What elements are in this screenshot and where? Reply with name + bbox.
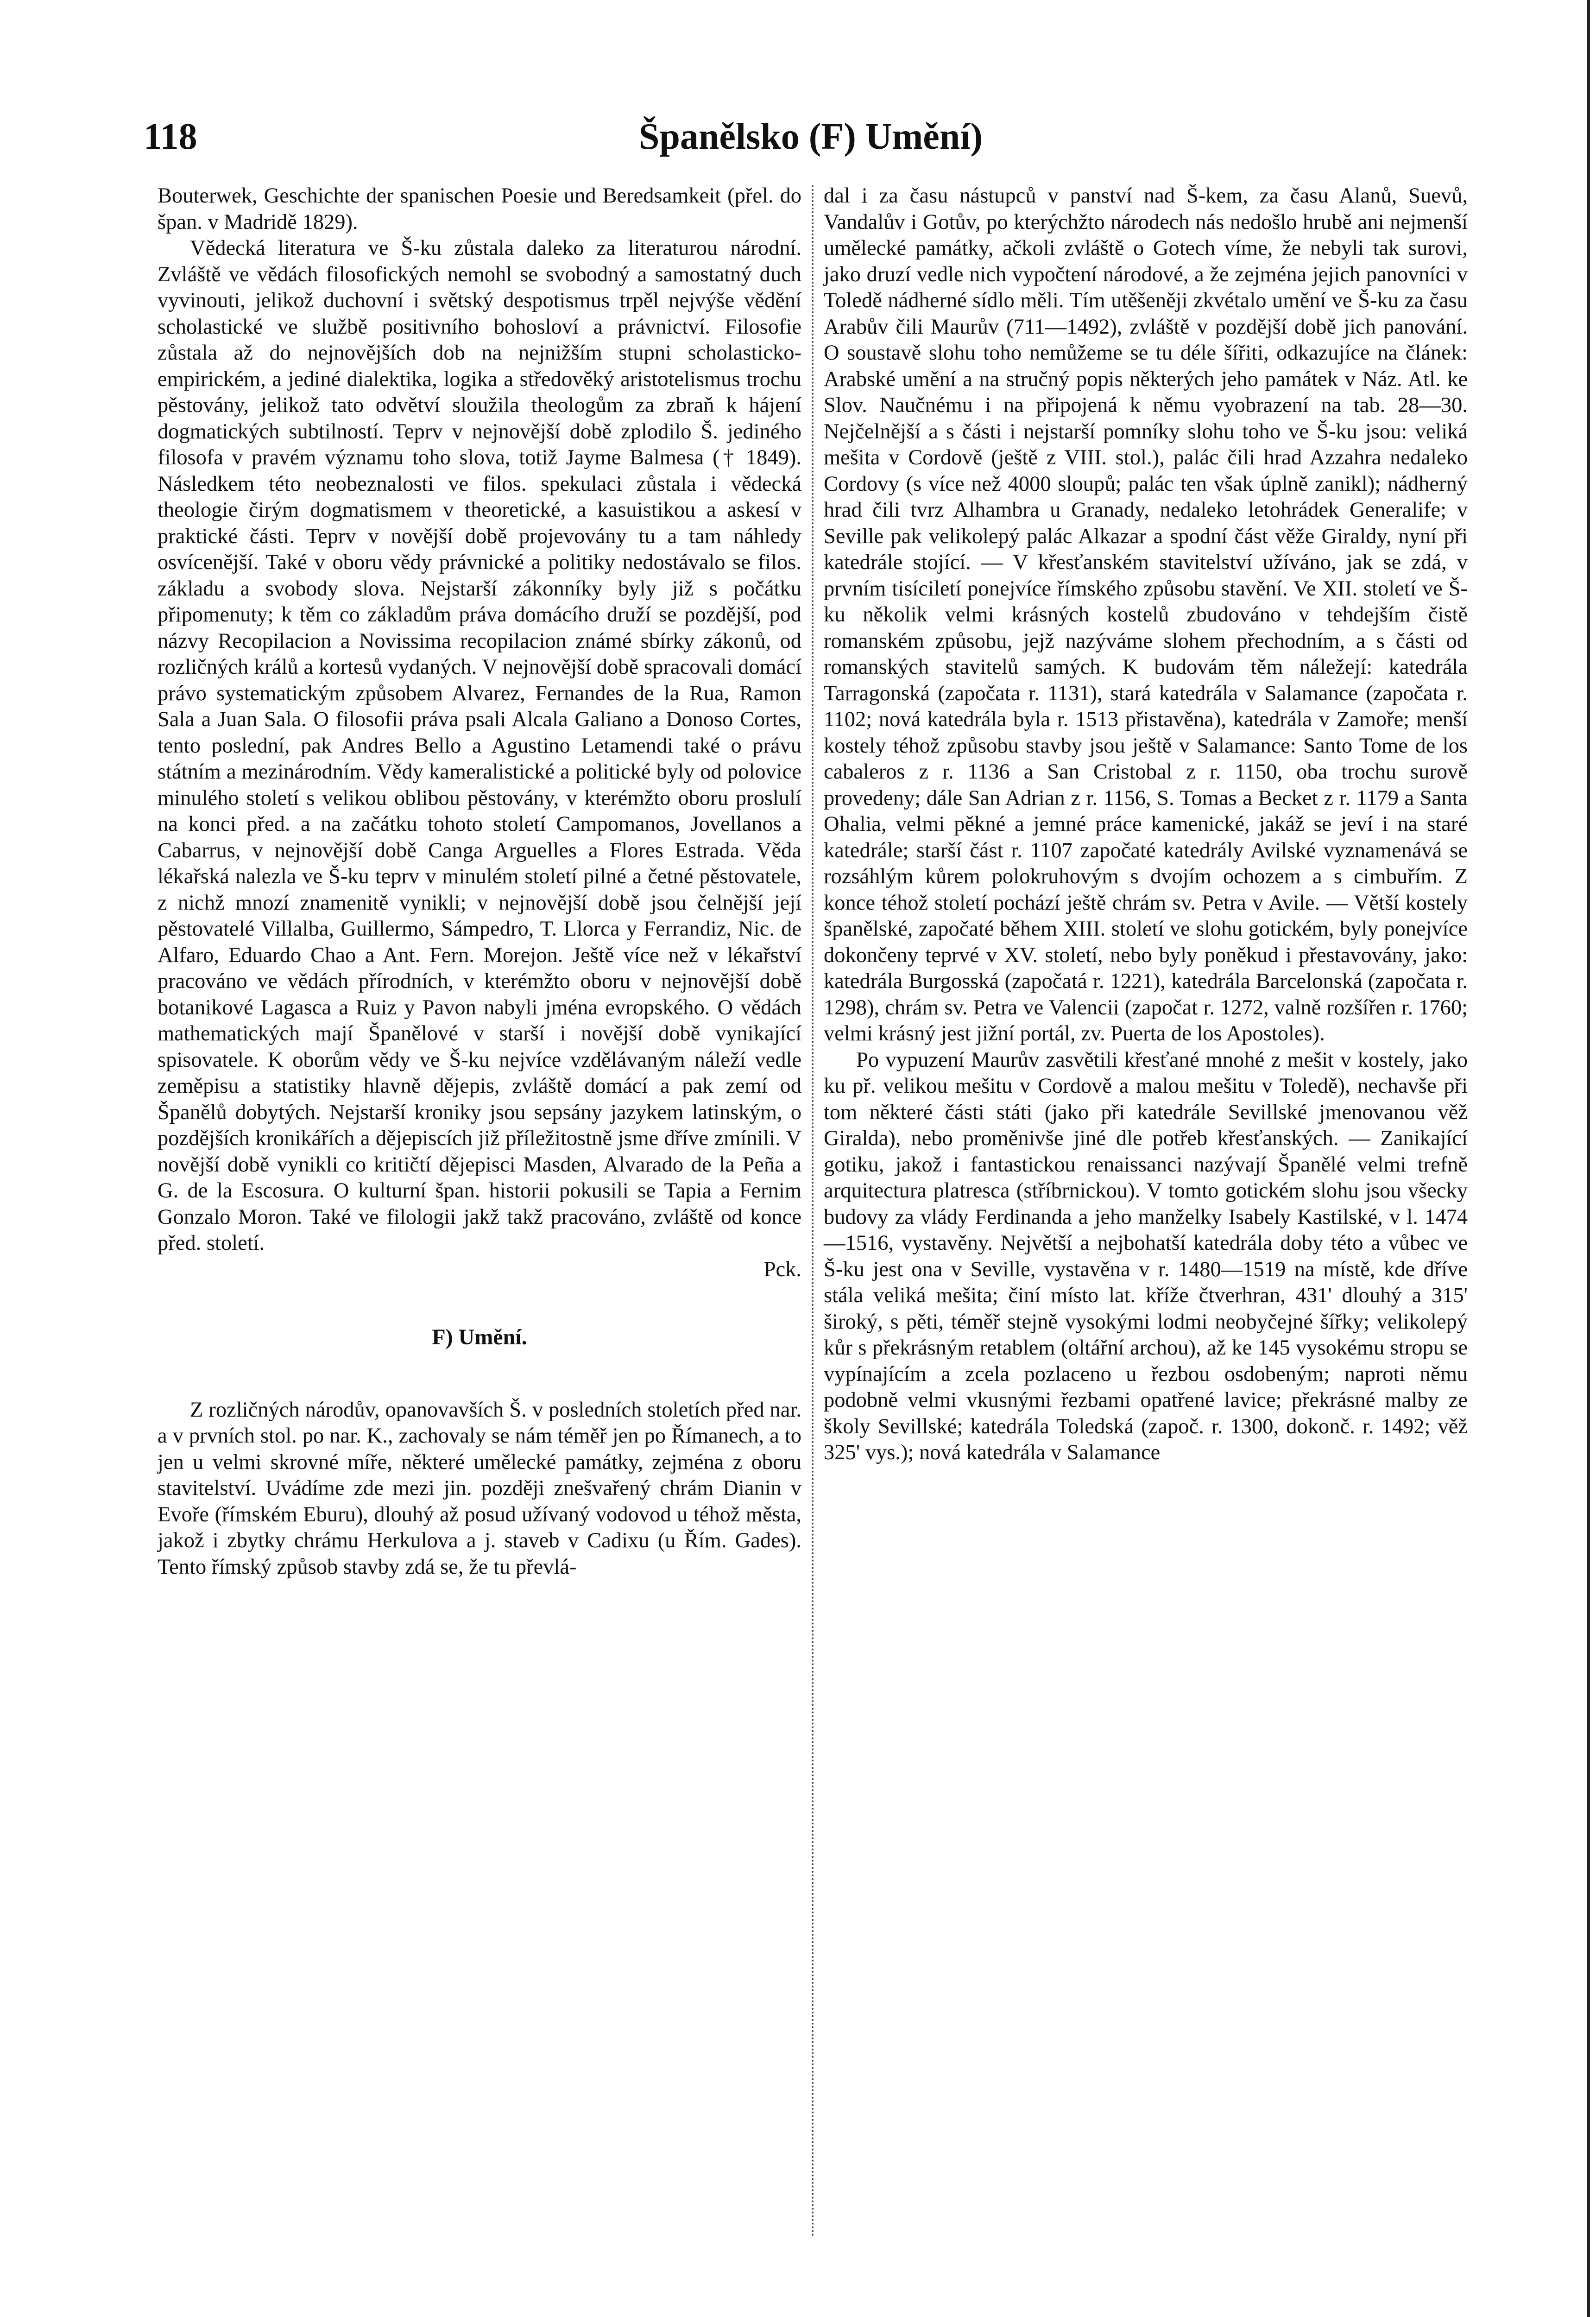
column-divider	[812, 185, 814, 2238]
right-column	[824, 183, 1468, 1466]
running-head: Španělsko (F) Umění)	[638, 116, 983, 157]
paragraph-scientific-literature: Vědecká literatura ve Š-ku zůstala daleko za literaturou národní. Zvláště ve vědách filosofických nemohl se svobodný a samostatný duch vyvinouti, jelikož duchovní i světský despotismus trpěl nejvýše vědění scholastické ve službě positivního bohosloví a právnictví. Filosofie zůstala až do nejnovějších dob na nejnižším stupni scholasticko-empirickém, a jediné dialektika, logika a středověký aristotelismus trochu pěstovány, jelikož tato odvětví sloužila theologům za zbraň k hájení dogmatických subtilností. Teprv v nejnovější době zplodilo Š. jediného filosofa v pravém významu toho slova, totiž Jayme Balmesa († 1849). Následkem této neobeznalosti ve filos. spekulaci zůstala i vědecká theologie čirým dogmatismem v theoretické, a kasuistikou a askesí v praktické části. Teprv v novější době projevovány tu a tam náhledy osvícenější. Také v oboru vědy právnické a politiky nedostávalo se filos. základu a svobody slova. Nejstarší zákonníky byly již s počátku připomenuty; k těm co základům práva domácího druží se pozdější, pod názvy Recopilacion a Novissima recopilacion známé sbírky zákonů, od rozličných králů a kortesů vydaných. V nejnovější době spracovali domácí právo systematickým způsobem Alvarez, Fernandes de la Rua, Ramon Sala a Juan Sala. O filosofii práva psali Alcala Galiano a Donoso Cortes, tento poslední, pak Andres Bello a Agustino Letamendi také o právu státním a mezinárodním. Vědy kameralistické a politické byly od polovice minulého století s velikou oblibou pěstovány, v kterémžto oboru proslulí na konci před. a na začátku tohoto století Campomanos, Jovellanos a Cabarrus, v nejnovější době Canga Arguelles a Flores Estrada. Věda lékařská nalezla ve Š-ku teprv v minulém století pilné a četné pěstovatele, z nichž mnozí znamenitě vynikli; v nejnovější době jsou čelnější její pěstovatelé Villalba, Guillermo, Sámpedro, T. Llorca y Ferrandiz, Nic. de Alfaro, Eduardo Chao a Ant. Fern. Morejon. Ještě více než v lékařství pracováno ve vědách přírodních, v kterémžto oboru v nejnovější době botanikové Lagasca a Ruiz y Pavon nabyli jména evropského. O vědách mathematických mají Španělové v starší i novější době vynikající spisovatele. K oborům vědy ve Š-ku nejvíce vzdělávaným náleží vedle zeměpisu a statistiky hlavně dějepis, zvláště domácí a pak zemí od Španělů dobytých. Nejstarší kroniky jsou sepsány jazykem latinským, o pozdějších kronikářích a dějepiscích již příležitostně jsme dříve zmínili. V novější době vynikli co kritičtí dějepisci Masden, Alvarado de la Peña a G. de la Escosura. O kulturní špan. historii pokusili se Tapia a Fernim Gonzalo Moron. Také ve filologii jakž takž pracováno, zvláště od konce před. století.	[158, 236, 801, 1255]
paragraph-after-moors: Po vypuzení Maurův zasvětili křesťané mnohé z mešit v kostely, jako ku př. velikou mešitu v Cordově a malou mešitu v Toledě), nechavše při tom některé části státi (jako při katedrále Sevillské jmenovanou věž Giralda), nebo proměnivše jiné dle potřeb křesťanských. — Zanikající gotiku, jakož i fantastickou renaissanci nazývají Španělé velmi trefně arquitectura platresca (stříbrnickou). V tomto gotickém slohu jsou všecky budovy za vlády Ferdinanda a jeho manželky Isabely Kastilské, v l. 1474—1516, vystavěny. Největší a nejbohatší katedrála doby této a vůbec ve Š-ku jest ona v Seville, vystavěna v r. 1480—1519 na místě, kde dříve stála veliká mešita; činí místo lat. kříže čtverhran, 431' dlouhý a 315' široký, s pěti, téměř stejně vysokými lodmi neobyčejné šířky; velikolepý kůr s překrásným retablem (oltářní archou), až ke 145 vysokému stropu se vypínajícím a zcela pozlaceno u řezbou osdobeným; naproti němu podobně velmi vkusnými řezbami opatřené lavice; překrásné malby ze školy Sevillské; katedrála Toledská (započ. r. 1300, dokonč. r. 1492; věž 325' vys.); nová katedrála v Salamance	[824, 1048, 1468, 1464]
page-number: 118	[144, 116, 197, 157]
left-column	[158, 183, 801, 1580]
paragraph-bouterwek: Bouterwek, Geschichte der spanischen Poesie und Beredsamkeit (přel. do špan. v Madridě 1829).	[158, 184, 801, 234]
author-signature: Pck.	[763, 1257, 801, 1281]
paragraph-art-intro: Z rozličných národův, opanovavších Š. v posledních stoletích před nar. a v prvních stol. po nar. K., zachovaly se nám téměř jen po Římanech, a to jen u velmi skrovné míře, některé umělecké památky, zejména z oboru stavitelství. Uvádíme zde mezi jin. později znešvařený chrám Dianin v Evoře (římském Eburu), dlouhý až posud užívaný vodovod u téhož města, jakož i zbytky chrámu Herkulova a j. staveb v Cadixu (u Řím. Gades). Tento římský způsob stavby zdá se, že tu převlá-	[158, 1398, 801, 1579]
page-header	[144, 111, 1478, 162]
paragraph-architecture: dal i za času nástupců v panství nad Š-kem, za času Alanů, Suevů, Vandalův i Gotův, po kterýchžto národech nás nedošlo hrubě ani nejmenší umělecké památky, ačkoli zvláště o Gotech víme, že nebyli tak surovi, jako druzí vedle nich vypočtení národové, a že zejména jejich panovníci v Toledě nádherné sídlo měli. Tím utěšeněji zkvétalo umění ve Š-ku za času Arabův čili Maurův (711—1492), zvláště v pozdější době jich panování. O soustavě slohu toho nemůžeme se tu déle šířiti, odkazujíce na článek: Arabské umění a na stručný popis některých jeho památek v Náz. Atl. ke Slov. Naučnému i na připojená k němu vyobrazení na tab. 28—30. Nejčelnější a s části i nejstarší pomníky slohu toho ve Š-ku jsou: veliká mešita v Cordově (ještě z VIII. stol.), palác čili hrad Azzahra nedaleko Cordovy (s více než 4000 sloupů; palác ten však úplně zanikl); nádherný hrad čili tvrz Alhambra u Granady, nedaleko letohrádek Generalife; v Seville pak velikolepý palác Alkazar a spodní část věže Giraldy, nyní při katedrále stojící. — V křesťanském stavitelství užíváno, jak se zdá, v prvním tisíciletí ponejvíce římského způsobu stavění. Ve XII. století ve Š-ku několik velmi krásných kostelů zbudováno v tehdejším čistě romanském způsobu, jejž nazýváme slohem přechodním, a s části od romanských stavitelů samých. K budovám těm náležejí: katedrála Tarragonská (započata r. 1131), stará katedrála v Salamance (započata r. 1102; nová katedrála byla r. 1513 přistavěna), katedrála v Zamoře; menší kostely téhož způsobu stavby jsou ještě v Salamance: Santo Tome de los cabaleros z r. 1136 a San Cristobal z r. 1150, oba trochu surově provedeny; dále San Adrian z r. 1156, S. Tomas a Becket z r. 1179 a Santa Ohalia, velmi pěkné a jemné práce kamenické, jakáž se jeví i na staré katedrále; starší část r. 1107 započaté katedrály Avilské vyznamenává se rozsáhlým kůrem polokruhovým s dvojím ochozem a s cimbuřím. Z konce téhož století pochází ještě chrám sv. Petra v Avile. — Větší kostely španělské, započaté během XIII. století ve slohu gotickém, byly ponejvíce dokončeny teprvé v XV. století, nebo byly poněkud i přestavovány, jako: katedrála Burgosská (započatá r. 1221), katedrála Barcelonská (započata r. 1298), chrám sv. Petra ve Valencii (započat r. 1272, valně rozšířen r. 1760; velmi krásný jest jižní portál, zv. Puerta de los Apostoles).	[824, 184, 1468, 1045]
page-edge-line	[1587, 0, 1590, 2317]
section-heading: F) Umění.	[432, 1325, 527, 1349]
